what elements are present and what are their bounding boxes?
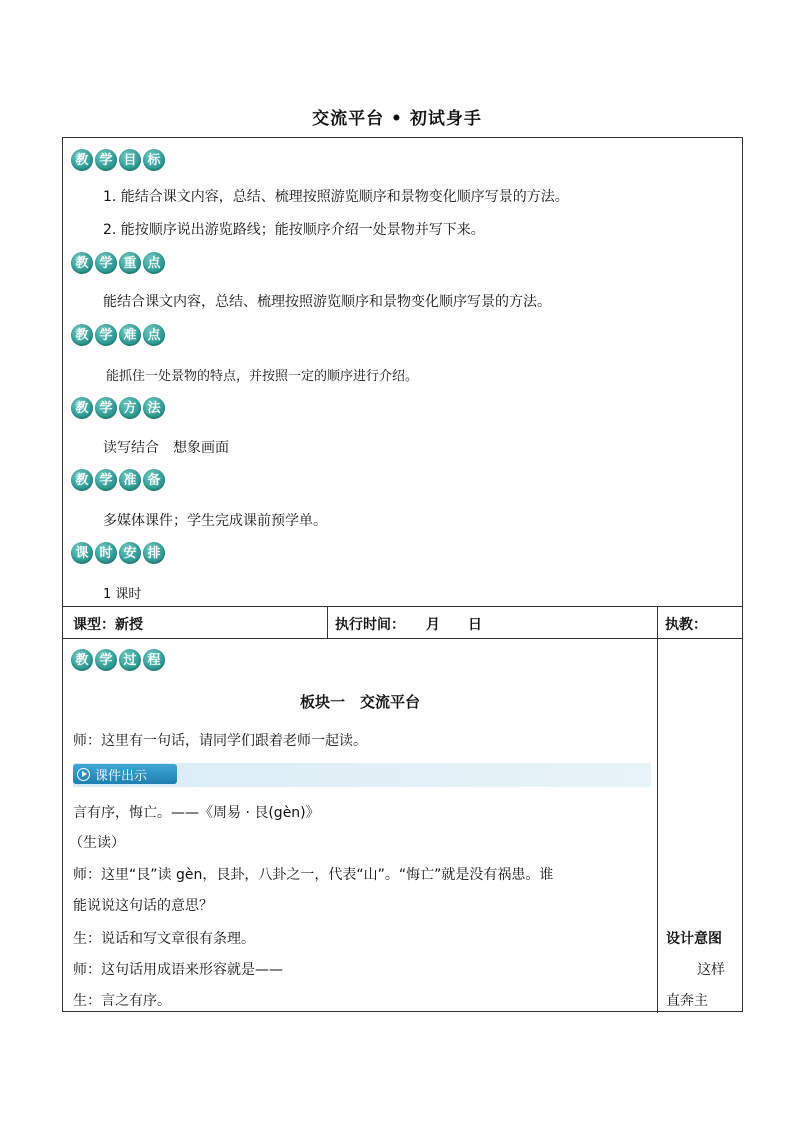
design-intent-text: 直奔主 — [666, 993, 708, 1009]
methods-text: 读写结合 想象画面 — [103, 440, 229, 456]
key-points-text: 能结合课文内容，总结、梳理按照游览顺序和景物变化顺序写景的方法。 — [103, 294, 551, 310]
design-intent-text: 这样 — [697, 962, 725, 978]
execution-time: 执行时间： 月 日 — [335, 617, 482, 633]
dialogue-line: 师：这里“艮”读 gèn，艮卦，八卦之一，代表“山”。“悔亡”就是没有祸患。谁 — [73, 867, 554, 883]
courseware-badge: 课件出示 — [73, 764, 177, 784]
design-intent-heading: 设计意图 — [666, 931, 722, 947]
lesson-table — [62, 137, 743, 1012]
dialogue-line: 生：说话和写文章很有条理。 — [73, 931, 255, 947]
page-title: 交流平台 • 初试身手 — [312, 109, 482, 129]
section-label-difficulties: 教 学 难 点 — [71, 324, 165, 346]
column-divider — [657, 606, 658, 1013]
section-label-schedule: 课 时 安 排 — [71, 542, 165, 564]
difficulties-text: 能抓住一处景物的特点，并按照一定的顺序进行介绍。 — [106, 369, 419, 384]
section-label-goals: 教 学 目 标 — [71, 149, 165, 171]
play-icon — [77, 768, 90, 781]
courseware-banner — [73, 763, 651, 787]
block-title: 板块一 交流平台 — [299, 693, 420, 711]
dialogue-line: 生：言之有序。 — [73, 993, 171, 1009]
section-label-methods: 教 学 方 法 — [71, 397, 165, 419]
dialogue-line: 师：这里有一句话，请同学们跟着老师一起读。 — [73, 733, 367, 749]
dialogue-line: 师：这句话用成语来形容就是—— — [73, 962, 283, 978]
row-divider — [63, 638, 742, 639]
row-divider — [63, 606, 742, 607]
dialogue-line: （生读） — [69, 835, 125, 851]
lesson-type: 课型：新授 — [73, 617, 143, 633]
preparation-text: 多媒体课件；学生完成课前预学单。 — [103, 513, 327, 529]
schedule-text: 1 课时 — [103, 587, 142, 602]
dialogue-line: 能说说这句话的意思？ — [73, 898, 213, 914]
section-label-process: 教 学 过 程 — [71, 649, 165, 671]
goal-item-1: 1. 能结合课文内容，总结、梳理按照游览顺序和景物变化顺序写景的方法。 — [103, 189, 569, 205]
goal-item-2: 2. 能按顺序说出游览路线；能按顺序介绍一处景物并写下来。 — [103, 222, 485, 238]
section-label-key-points: 教 学 重 点 — [71, 252, 165, 274]
quote-line: 言有序，悔亡。——《周易 · 艮(gèn)》 — [73, 805, 320, 821]
column-divider — [327, 606, 328, 638]
teacher-label: 执教： — [665, 617, 707, 633]
section-label-preparation: 教 学 准 备 — [71, 469, 165, 491]
